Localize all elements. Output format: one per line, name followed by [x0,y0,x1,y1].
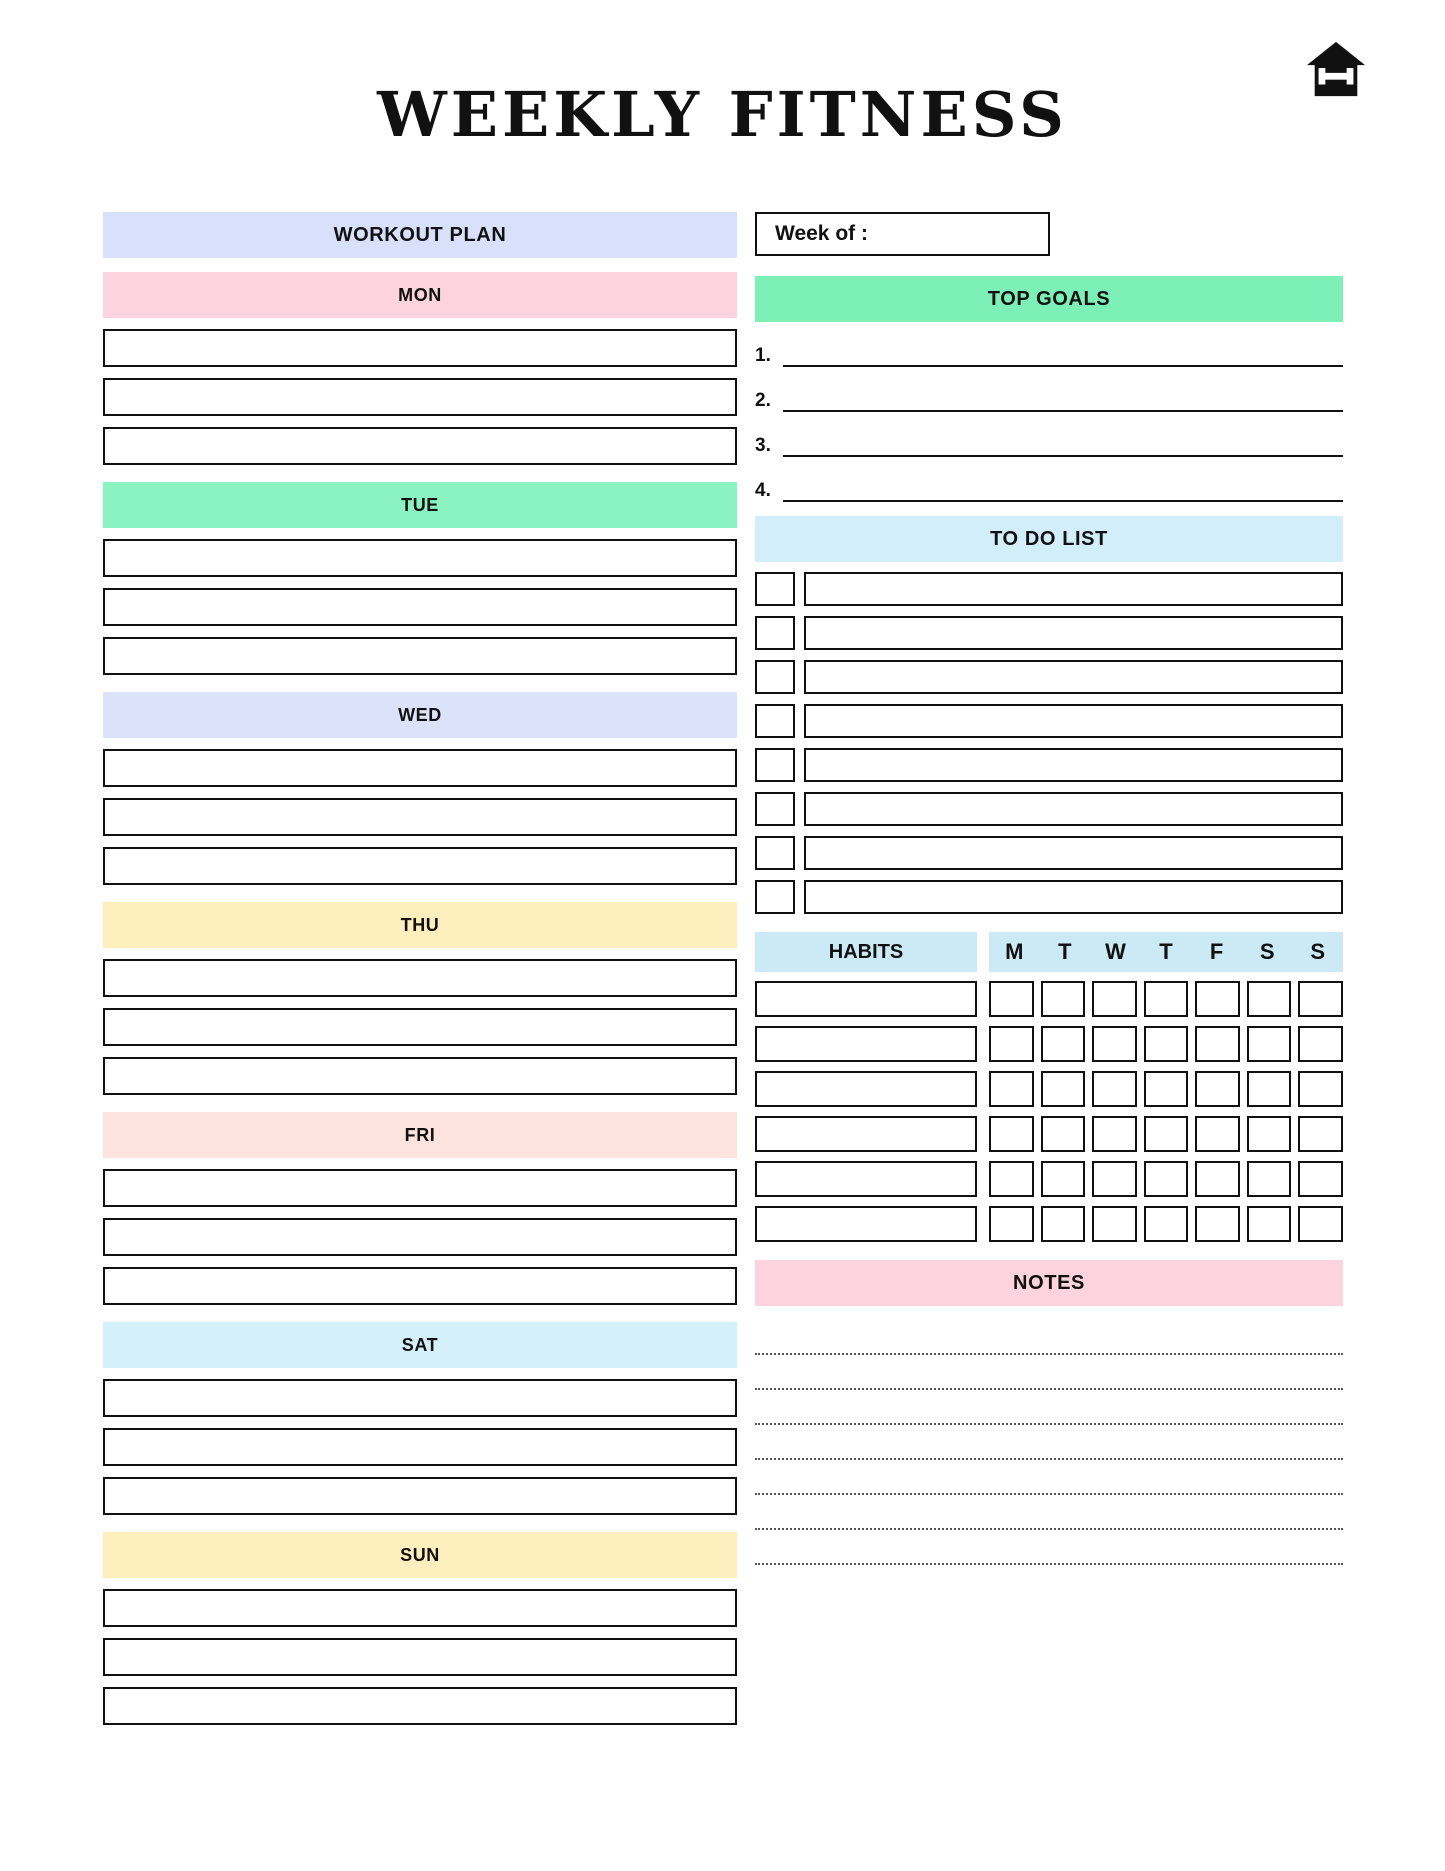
note-line[interactable] [755,1460,1343,1495]
habit-checkbox[interactable] [1195,1071,1240,1107]
workout-entry-field[interactable] [103,749,737,787]
habit-checkbox[interactable] [1092,1026,1137,1062]
habit-day-label-t1: T [1058,939,1072,964]
workout-entry-field[interactable] [103,1169,737,1207]
todo-text-field[interactable] [804,660,1343,694]
home-gym-dumbbell-icon [1305,38,1367,100]
workout-entry-field[interactable] [103,1218,737,1256]
habit-checkbox[interactable] [1041,1026,1086,1062]
habit-checkbox[interactable] [1195,1116,1240,1152]
habits-header: HABITS [755,932,977,972]
habit-checkbox[interactable] [1092,1206,1137,1242]
habit-row[interactable] [755,1116,1343,1152]
habit-name-field[interactable] [755,1116,977,1152]
todo-row[interactable] [755,572,1343,606]
todo-row[interactable] [755,836,1343,870]
habit-day-label-t2: T [1159,939,1173,964]
habit-checkboxes [989,1071,1343,1107]
habit-checkbox[interactable] [989,981,1034,1017]
workout-plan-column [103,212,737,1731]
workout-entry-field[interactable] [103,539,737,577]
todo-list [755,572,1343,914]
goal-input-line[interactable] [783,347,1343,367]
habit-checkbox[interactable] [1247,1161,1292,1197]
week-of-field[interactable] [755,212,1050,256]
habit-checkbox[interactable] [1092,981,1137,1017]
goal-number: 2. [755,390,771,411]
habit-checkbox[interactable] [1298,1161,1343,1197]
workout-entry-field[interactable] [103,329,737,367]
habit-checkbox[interactable] [1041,981,1086,1017]
habit-checkbox[interactable] [989,1026,1034,1062]
todo-text-field[interactable] [804,880,1343,914]
habit-checkbox[interactable] [989,1161,1034,1197]
goal-row[interactable] [755,341,1343,367]
habit-checkbox[interactable] [1195,1206,1240,1242]
goal-row[interactable] [755,386,1343,412]
workout-entry-field[interactable] [103,847,737,885]
habit-checkbox[interactable] [1041,1206,1086,1242]
habit-checkbox[interactable] [989,1206,1034,1242]
habit-row[interactable] [755,1206,1343,1242]
workout-entry-field[interactable] [103,959,737,997]
habit-name-field[interactable] [755,1206,977,1242]
habit-checkbox[interactable] [1092,1071,1137,1107]
habit-checkbox[interactable] [1144,981,1189,1017]
habit-checkbox[interactable] [1298,1026,1343,1062]
todo-checkbox[interactable] [755,748,795,782]
workout-entry-field[interactable] [103,1057,737,1095]
todo-row[interactable] [755,880,1343,914]
habit-day-label-s2: S [1310,939,1326,964]
todo-list-header: TO DO LIST [755,516,1343,562]
notes-area[interactable] [755,1320,1343,1565]
habit-day-label-f: F [1209,939,1224,964]
page-title: WEEKLY FITNESS [377,78,1068,151]
todo-text-field[interactable] [804,836,1343,870]
habit-checkbox[interactable] [989,1071,1034,1107]
day-group-fri [103,1112,737,1305]
habit-checkbox[interactable] [1041,1116,1086,1152]
note-line[interactable] [755,1390,1343,1425]
day-group-tue [103,482,737,675]
habit-row[interactable] [755,1161,1343,1197]
habit-checkbox[interactable] [1247,1026,1292,1062]
note-line[interactable] [755,1355,1343,1390]
day-header-sun: SUN [103,1532,737,1578]
habit-checkbox[interactable] [1041,1071,1086,1107]
day-group-thu [103,902,737,1095]
habits-grid [755,981,1343,1242]
note-line[interactable] [755,1425,1343,1460]
workout-plan-header: WORKOUT PLAN [103,212,737,258]
habit-day-label-m: M [1005,939,1024,964]
todo-row[interactable] [755,704,1343,738]
todo-row[interactable] [755,660,1343,694]
day-header-sat: SAT [103,1322,737,1368]
habit-checkbox[interactable] [1092,1161,1137,1197]
todo-checkbox[interactable] [755,660,795,694]
top-goals-header: TOP GOALS [755,276,1343,322]
todo-text-field[interactable] [804,616,1343,650]
habit-checkbox[interactable] [1092,1116,1137,1152]
habit-name-field[interactable] [755,981,977,1017]
spacer [755,502,1343,516]
workout-entry-field[interactable] [103,378,737,416]
goal-row[interactable] [755,431,1343,457]
habit-checkbox[interactable] [1298,981,1343,1017]
todo-text-field[interactable] [804,792,1343,826]
habit-row[interactable] [755,1026,1343,1062]
todo-checkbox[interactable] [755,836,795,870]
day-group-wed [103,692,737,885]
habits-header-row [755,932,1343,972]
habit-checkboxes [989,981,1343,1017]
habit-checkboxes [989,1116,1343,1152]
habit-checkboxes [989,1206,1343,1242]
habit-checkbox[interactable] [1247,1071,1292,1107]
habit-checkbox[interactable] [1144,1026,1189,1062]
habit-name-field[interactable] [755,1026,977,1062]
goal-input-line[interactable] [783,482,1343,502]
workout-entry-field[interactable] [103,427,737,465]
day-header-fri: FRI [103,1112,737,1158]
todo-row[interactable] [755,748,1343,782]
habit-name-field[interactable] [755,1161,977,1197]
habit-checkbox[interactable] [1247,1116,1292,1152]
workout-entry-field[interactable] [103,637,737,675]
note-line[interactable] [755,1530,1343,1565]
content-columns [103,212,1343,1731]
habit-checkbox[interactable] [1298,1206,1343,1242]
workout-entry-field[interactable] [103,1589,737,1627]
note-line[interactable] [755,1320,1343,1355]
habit-checkbox[interactable] [1298,1116,1343,1152]
notes-header: NOTES [755,1260,1343,1306]
workout-entry-field[interactable] [103,1379,737,1417]
habit-checkbox[interactable] [1144,1206,1189,1242]
goal-number: 4. [755,480,771,501]
todo-checkbox[interactable] [755,792,795,826]
habit-checkbox[interactable] [1298,1071,1343,1107]
workout-entry-field[interactable] [103,1638,737,1676]
right-column [755,212,1343,1731]
habit-row[interactable] [755,981,1343,1017]
habit-checkbox[interactable] [1195,1161,1240,1197]
day-header-wed: WED [103,692,737,738]
habit-checkbox[interactable] [1247,981,1292,1017]
goal-number: 3. [755,435,771,456]
day-group-sun [103,1532,737,1725]
workout-entry-field[interactable] [103,1477,737,1515]
habit-name-field[interactable] [755,1071,977,1107]
habits-day-labels [989,932,1343,972]
goal-row[interactable] [755,476,1343,502]
day-group-mon [103,272,737,465]
habit-checkbox[interactable] [1195,1026,1240,1062]
habit-checkbox[interactable] [1144,1116,1189,1152]
habit-day-label-s1: S [1259,939,1275,964]
todo-checkbox[interactable] [755,704,795,738]
workout-entry-field[interactable] [103,1008,737,1046]
goal-number: 1. [755,345,771,366]
day-header-tue: TUE [103,482,737,528]
habit-day-label-w: W [1105,939,1126,964]
habit-row[interactable] [755,1071,1343,1107]
day-group-sat [103,1322,737,1515]
workout-entry-field[interactable] [103,1428,737,1466]
workout-entry-field[interactable] [103,588,737,626]
habit-checkbox[interactable] [989,1116,1034,1152]
habit-checkbox[interactable] [1144,1161,1189,1197]
todo-text-field[interactable] [804,748,1343,782]
habit-checkboxes [989,1161,1343,1197]
todo-text-field[interactable] [804,572,1343,606]
week-of-label: Week of : [775,222,868,245]
todo-row[interactable] [755,616,1343,650]
note-line[interactable] [755,1495,1343,1530]
top-goals-list [755,341,1343,502]
workout-entry-field[interactable] [103,1267,737,1305]
habit-checkbox[interactable] [1247,1206,1292,1242]
workout-entry-field[interactable] [103,1687,737,1725]
habit-checkboxes [989,1026,1343,1062]
habit-checkbox[interactable] [1041,1161,1086,1197]
workout-entry-field[interactable] [103,798,737,836]
habit-checkbox[interactable] [1195,981,1240,1017]
goal-input-line[interactable] [783,437,1343,457]
todo-checkbox[interactable] [755,616,795,650]
todo-row[interactable] [755,792,1343,826]
todo-checkbox[interactable] [755,880,795,914]
habit-checkbox[interactable] [1144,1071,1189,1107]
goal-input-line[interactable] [783,392,1343,412]
day-header-thu: THU [103,902,737,948]
day-header-mon: MON [103,272,737,318]
todo-text-field[interactable] [804,704,1343,738]
todo-checkbox[interactable] [755,572,795,606]
